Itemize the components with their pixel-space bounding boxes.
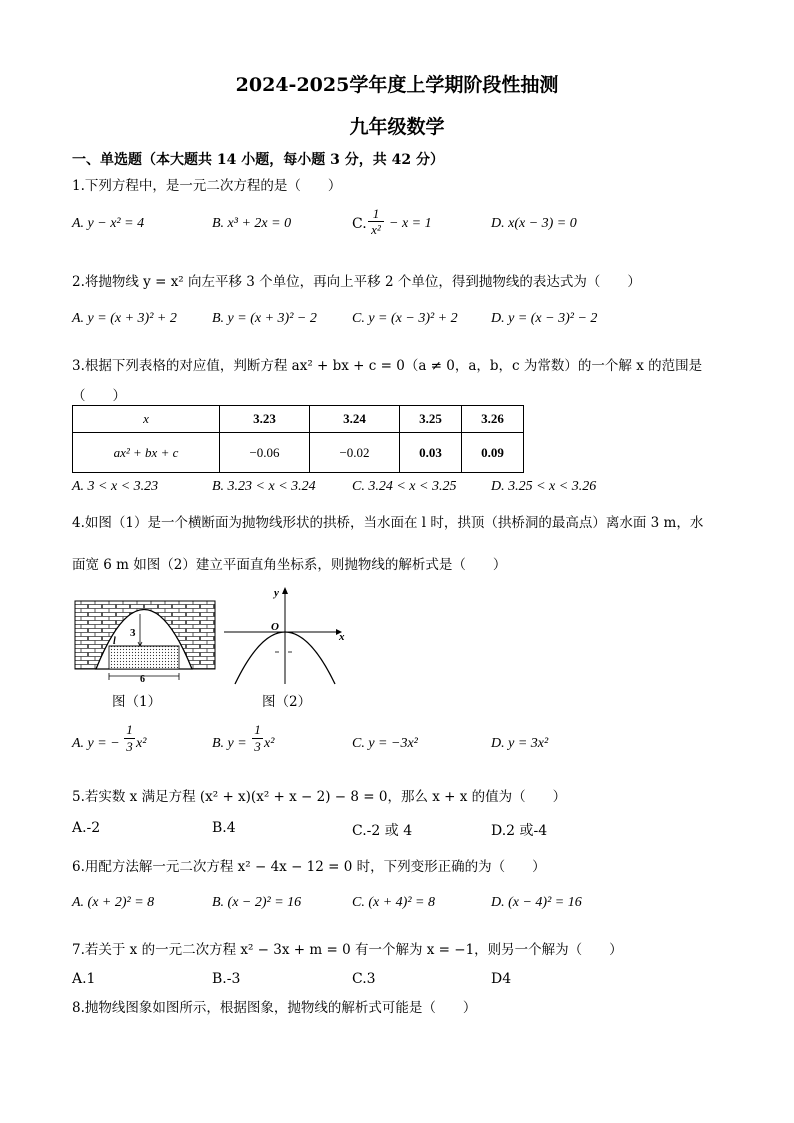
q4-a-denominator: 3 [126, 739, 133, 754]
q1-c-rest: − x = 1 [389, 216, 432, 231]
question-7-stem: 7.若关于 x 的一元二次方程 x² − 3x + m = 0 有一个解为 x = −1，则另一个解为（ ） [72, 942, 623, 958]
question-6-stem: 6.用配方法解一元二次方程 x² − 4x − 12 = 0 时，下列变形正确的为（ ） [72, 859, 546, 875]
q2-option-d: D. y = (x − 3)² − 2 [491, 311, 598, 326]
question-3-paren: （ ） [72, 388, 126, 404]
q1-c-numerator: 1 [368, 206, 384, 222]
question-3-stem: 3.根据下列表格的对应值，判断方程 ax² + bx + c = 0（a ≠ 0，a，b，c 为常数）的一个解 x 的范围是 [72, 358, 703, 374]
q4-a-prefix: A. y = − [72, 736, 120, 751]
q6-option-c: C. (x + 4)² = 8 [352, 895, 435, 910]
q7-option-c: C.3 [352, 971, 376, 987]
q4-b-fraction [252, 722, 263, 755]
q4-a-rest: x² [136, 736, 147, 751]
table-row [73, 433, 524, 473]
table-cell: 3.24 [310, 406, 400, 433]
q1-option-b: B. x³ + 2x = 0 [212, 216, 292, 231]
q2-option-a: A. y = (x + 3)² + 2 [72, 311, 177, 326]
q1-c-fraction [368, 206, 384, 238]
bridge-figure [74, 600, 216, 682]
values-table [72, 405, 524, 473]
table-cell: 0.03 [400, 433, 462, 473]
q4-b-denominator: 3 [254, 739, 261, 754]
q4-a-numerator: 1 [124, 722, 135, 739]
q4-b-prefix: B. y = [212, 736, 247, 751]
q3-option-d: D. 3.25 < x < 3.26 [491, 479, 597, 494]
q3-option-b: B. 3.23 < x < 3.24 [212, 479, 316, 494]
question-4-stem-line1: 4.如图（1）是一个横断面为抛物线形状的拱桥，当水面在 l 时，拱顶（拱桥洞的最高点）离水面 3 m，水 [72, 515, 704, 531]
q4-b-rest: x² [264, 736, 275, 751]
q4-option-a [72, 722, 192, 762]
question-8-stem: 8.抛物线图象如图所示，根据图象，抛物线的解析式可能是（ ） [72, 1000, 477, 1016]
fig1-caption: 图（1） [112, 694, 162, 710]
fig2-x-label: x [339, 631, 345, 643]
q6-option-b: B. (x − 2)² = 16 [212, 895, 302, 910]
q2-option-c: C. y = (x − 3)² + 2 [352, 311, 458, 326]
fig1-width-label: 6 [140, 674, 145, 682]
question-2-stem: 2.将抛物线 y = x² 向左平移 3 个单位，再向上平移 2 个单位，得到抛物线的表达式为（ ） [72, 274, 641, 290]
table-cell: 3.25 [400, 406, 462, 433]
q7-option-b: B.-3 [212, 971, 241, 987]
q1-c-denominator: x² [371, 222, 381, 237]
question-5-stem: 5.若实数 x 满足方程 (x² + x)(x² + x − 2) − 8 = 0，那么 x + x 的值为（ ） [72, 789, 567, 805]
q2-option-b: B. y = (x + 3)² − 2 [212, 311, 317, 326]
q6-option-a: A. (x + 2)² = 8 [72, 895, 155, 910]
q4-a-fraction [124, 722, 135, 755]
table-row [73, 406, 524, 433]
q1-option-a: A. y − x² = 4 [72, 216, 145, 231]
q7-option-d: D4 [491, 971, 512, 987]
question-1-stem: 1.下列方程中，是一元二次方程的是（ ） [72, 178, 342, 194]
fig1-height-label: 3 [130, 627, 136, 639]
fig2-caption: 图（2） [262, 694, 312, 710]
table-cell: 0.09 [462, 433, 524, 473]
table-cell: −0.06 [220, 433, 310, 473]
q1-c-prefix: C. [352, 216, 367, 232]
parabola-figure [222, 584, 350, 686]
q4-option-b [212, 722, 332, 762]
section-heading: 一、单选题（本大题共 14 小题，每小题 3 分，共 42 分） [72, 152, 444, 168]
q5-option-b: B.4 [212, 820, 236, 836]
fig2-y-label: y [274, 587, 279, 599]
q6-option-d: D. (x − 4)² = 16 [491, 895, 582, 910]
q3-option-c: C. 3.24 < x < 3.25 [352, 479, 457, 494]
page-subtitle: 九年级数学 [349, 116, 445, 138]
fig2-origin-label: O [271, 621, 279, 633]
q1-option-d: D. x(x − 3) = 0 [491, 216, 577, 231]
q4-b-numerator: 1 [252, 722, 263, 739]
table-cell: ax² + bx + c [73, 433, 220, 473]
q5-option-d: D.2 或-4 [491, 823, 548, 839]
table-cell: x [73, 406, 220, 433]
table-cell: 3.26 [462, 406, 524, 433]
q4-option-c: C. y = −3x² [352, 736, 418, 751]
table-cell: −0.02 [310, 433, 400, 473]
table-cell: 3.23 [220, 406, 310, 433]
q7-option-a: A.1 [72, 971, 96, 987]
q5-option-c: C.-2 或 4 [352, 823, 413, 839]
q3-option-a: A. 3 < x < 3.23 [72, 479, 159, 494]
page-title: 2024-2025学年度上学期阶段性抽测 [235, 74, 559, 96]
question-4-stem-line2: 面宽 6 m 如图（2）建立平面直角坐标系，则抛物线的解析式是（ ） [72, 557, 507, 573]
fig1-level-label: l [113, 636, 116, 647]
q5-option-a: A.-2 [72, 820, 101, 836]
q4-option-d: D. y = 3x² [491, 736, 549, 751]
